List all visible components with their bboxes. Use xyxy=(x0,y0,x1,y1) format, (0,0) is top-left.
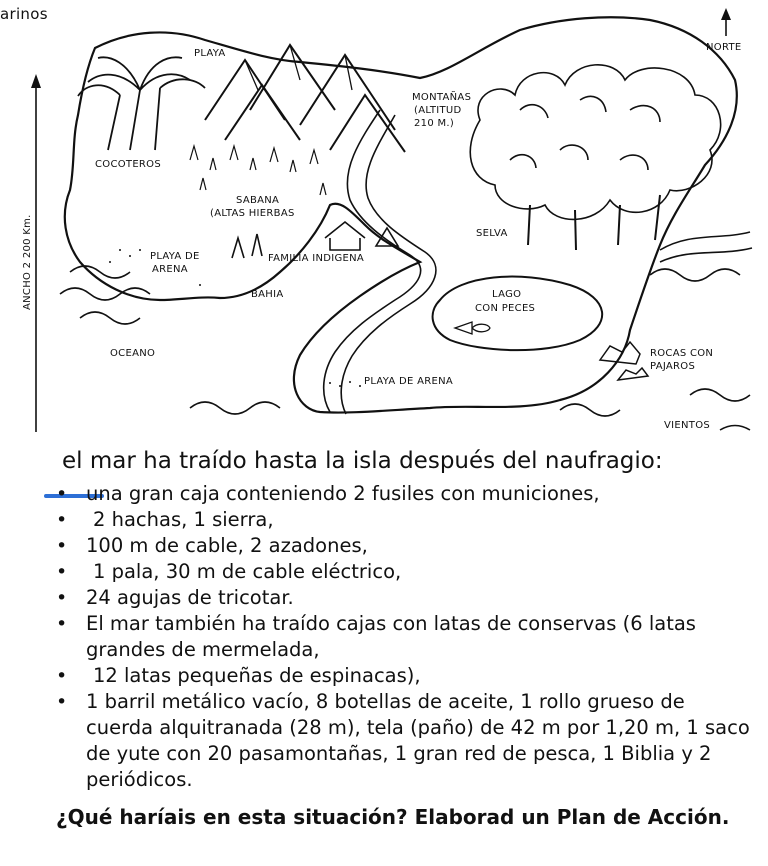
label-lago-peces: CON PECES xyxy=(475,303,536,314)
list-item: • 24 agujas de tricotar. xyxy=(52,585,752,611)
list-item: • 100 m de cable, 2 azadones, xyxy=(52,533,752,559)
label-playa: PLAYA xyxy=(194,48,226,59)
label-rocas: ROCAS CON xyxy=(650,348,714,359)
ocean-waves xyxy=(60,266,750,430)
question-text: ¿Qué haríais en esta situación? Elaborad un Plan de Acción. xyxy=(56,805,730,829)
label-lago: LAGO xyxy=(492,289,522,300)
label-cocoteros: COCOTEROS xyxy=(95,159,162,170)
savanna xyxy=(190,146,326,195)
items-list xyxy=(52,481,752,793)
list-item: • 1 pala, 30 m de cable eléctrico, xyxy=(52,559,752,585)
label-bahia: BAHIA xyxy=(251,289,284,300)
label-oceano: OCEANO xyxy=(110,348,156,359)
label-vientos: VIENTOS xyxy=(664,420,711,431)
label-norte: NORTE xyxy=(706,42,742,53)
list-item: • El mar también ha traído cajas con latas de conservas (6 latas grandes de mermelada, xyxy=(52,611,752,663)
intro-text: el mar ha traído hasta la isla después del naufragio: xyxy=(62,448,663,474)
list-item: • 1 barril metálico vacío, 8 botellas de aceite, 1 rollo grueso de cuerda alquitranada (28 m), tela (paño) de 42 m por 1,20 m, 1 saco de yute con 20 pasamontañas, 1 gran red de pesca, 1 Biblia y 2 periódicos. xyxy=(52,689,752,793)
mountains xyxy=(205,45,405,152)
label-familia-indigena: FAMILIA INDIGENA xyxy=(268,253,365,264)
island-coastline xyxy=(65,17,737,412)
label-arena: ARENA xyxy=(152,264,188,275)
list-item: • 2 hachas, 1 sierra, xyxy=(52,507,752,533)
label-sabana: SABANA xyxy=(236,195,280,206)
map-title-fragment: arinos xyxy=(0,5,48,23)
list-item: • 12 latas pequeñas de espinacas), xyxy=(52,663,752,689)
list-item: • una gran caja conteniendo 2 fusiles con municiones, xyxy=(52,481,752,507)
sand-dots xyxy=(109,249,361,387)
label-montanas: MONTAÑAS xyxy=(412,92,472,103)
label-selva: SELVA xyxy=(476,228,508,239)
label-montanas-altitud: (ALTITUD xyxy=(414,105,462,116)
palm-trees xyxy=(78,57,205,150)
label-playa-de-arena-sur: PLAYA DE ARENA xyxy=(364,376,454,387)
label-ancho: ANCHO 2 200 Km. xyxy=(22,214,33,310)
label-montanas-metros: 210 M.) xyxy=(414,118,455,129)
north-arrow-icon xyxy=(721,8,731,36)
label-rocas-pajaros: PAJAROS xyxy=(650,361,696,372)
jungle xyxy=(470,65,752,262)
label-sabana-hierbas: (ALTAS HIERBAS xyxy=(210,208,295,219)
label-playa-de-arena: PLAYA DE xyxy=(150,251,200,262)
